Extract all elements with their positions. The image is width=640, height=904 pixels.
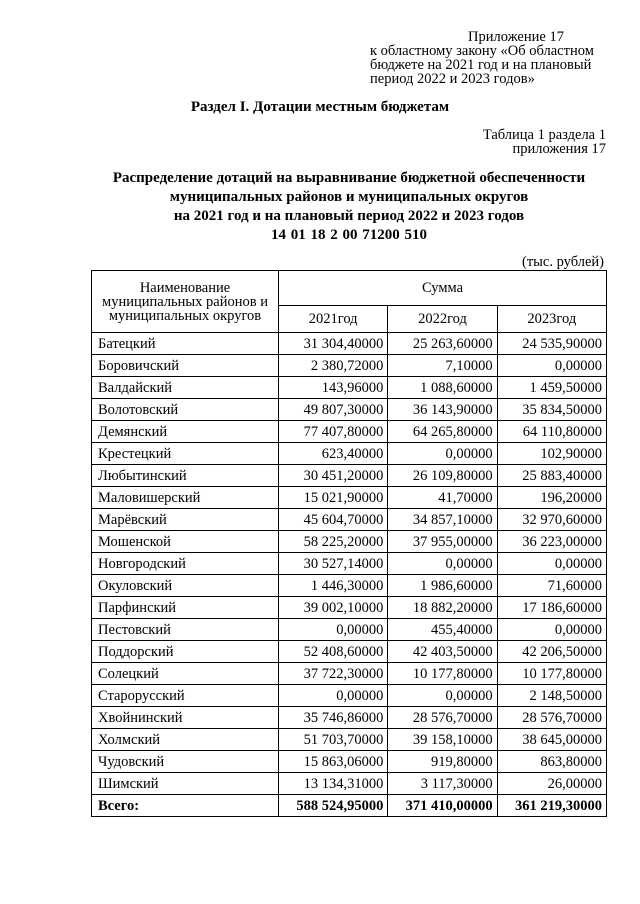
district-name-cell: Старорусский bbox=[92, 685, 279, 707]
table-row bbox=[92, 377, 607, 399]
table-total-row bbox=[92, 795, 607, 817]
column-header-sum: Сумма bbox=[279, 271, 607, 306]
amount-2022-cell: 25 263,60000 bbox=[388, 333, 497, 355]
amount-2021-cell: 13 134,31000 bbox=[279, 773, 388, 795]
table-row bbox=[92, 333, 607, 355]
amount-2023-cell: 1 459,50000 bbox=[497, 377, 606, 399]
amount-2023-cell: 0,00000 bbox=[497, 553, 606, 575]
amount-2022-cell: 1 986,60000 bbox=[388, 575, 497, 597]
amount-2023-cell: 36 223,00000 bbox=[497, 531, 606, 553]
table-row bbox=[92, 531, 607, 553]
table-reference-line-2: приложения 17 bbox=[512, 141, 606, 157]
district-name-cell: Солецкий bbox=[92, 663, 279, 685]
district-name-cell: Парфинский bbox=[92, 597, 279, 619]
table-row bbox=[92, 553, 607, 575]
amount-2023-cell: 26,00000 bbox=[497, 773, 606, 795]
district-name-cell: Батецкий bbox=[92, 333, 279, 355]
table-row bbox=[92, 597, 607, 619]
title-line-3: на 2021 год и на плановый период 2022 и 2023 годов bbox=[173, 208, 525, 224]
unit-label: (тыс. рублей) bbox=[522, 254, 604, 270]
amount-2023-cell: 863,80000 bbox=[497, 751, 606, 773]
amount-2021-cell: 623,40000 bbox=[279, 443, 388, 465]
title-line-2: муниципальных районов и муниципальных округов bbox=[169, 189, 529, 205]
amount-2022-cell: 0,00000 bbox=[388, 553, 497, 575]
district-name-cell: Любытинский bbox=[92, 465, 279, 487]
district-name-cell: Боровичский bbox=[92, 355, 279, 377]
amount-2021-cell: 49 807,30000 bbox=[279, 399, 388, 421]
amount-2022-cell: 919,80000 bbox=[388, 751, 497, 773]
appendix-line-2: к областному закону «Об областном bbox=[370, 43, 594, 59]
table-row bbox=[92, 773, 607, 795]
appendix-line-4: период 2022 и 2023 годов» bbox=[370, 71, 535, 87]
district-name-cell: Маловишерский bbox=[92, 487, 279, 509]
amount-2023-cell: 28 576,70000 bbox=[497, 707, 606, 729]
table-row bbox=[92, 509, 607, 531]
column-header-2022: 2022год bbox=[388, 306, 497, 333]
title-line-1: Распределение дотаций на выравнивание бюджетной обеспеченности bbox=[112, 170, 586, 186]
amount-2022-cell: 39 158,10000 bbox=[388, 729, 497, 751]
subsidies-table bbox=[91, 270, 607, 817]
district-name-cell: Шимский bbox=[92, 773, 279, 795]
amount-2023-cell: 361 219,30000 bbox=[497, 795, 606, 817]
amount-2022-cell: 7,10000 bbox=[388, 355, 497, 377]
district-name-cell: Холмский bbox=[92, 729, 279, 751]
table-row bbox=[92, 355, 607, 377]
amount-2023-cell: 0,00000 bbox=[497, 619, 606, 641]
amount-2023-cell: 71,60000 bbox=[497, 575, 606, 597]
amount-2021-cell: 15 863,06000 bbox=[279, 751, 388, 773]
amount-2022-cell: 0,00000 bbox=[388, 443, 497, 465]
column-header-2021: 2021год bbox=[279, 306, 388, 333]
amount-2023-cell: 0,00000 bbox=[497, 355, 606, 377]
district-name-cell: Валдайский bbox=[92, 377, 279, 399]
amount-2021-cell: 0,00000 bbox=[279, 685, 388, 707]
column-header-name: Наименование муниципальных районов и муниципальных округов bbox=[92, 271, 279, 333]
amount-2023-cell: 35 834,50000 bbox=[497, 399, 606, 421]
table-row bbox=[92, 575, 607, 597]
amount-2022-cell: 28 576,70000 bbox=[388, 707, 497, 729]
appendix-line-3: бюджете на 2021 год и на плановый bbox=[370, 57, 592, 73]
table-body bbox=[92, 333, 607, 817]
amount-2021-cell: 30 451,20000 bbox=[279, 465, 388, 487]
document-title bbox=[0, 169, 640, 226]
table-row bbox=[92, 421, 607, 443]
amount-2022-cell: 3 117,30000 bbox=[388, 773, 497, 795]
district-name-cell: Поддорский bbox=[92, 641, 279, 663]
amount-2021-cell: 39 002,10000 bbox=[279, 597, 388, 619]
amount-2021-cell: 35 746,86000 bbox=[279, 707, 388, 729]
amount-2022-cell: 371 410,00000 bbox=[388, 795, 497, 817]
district-name-cell: Новгородский bbox=[92, 553, 279, 575]
amount-2023-cell: 38 645,00000 bbox=[497, 729, 606, 751]
district-name-cell: Волотовский bbox=[92, 399, 279, 421]
amount-2023-cell: 17 186,60000 bbox=[497, 597, 606, 619]
amount-2023-cell: 10 177,80000 bbox=[497, 663, 606, 685]
district-name-cell: Марёвский bbox=[92, 509, 279, 531]
amount-2023-cell: 25 883,40000 bbox=[497, 465, 606, 487]
amount-2021-cell: 588 524,95000 bbox=[279, 795, 388, 817]
district-name-cell: Мошенской bbox=[92, 531, 279, 553]
table-row bbox=[92, 729, 607, 751]
table-row bbox=[92, 465, 607, 487]
amount-2022-cell: 37 955,00000 bbox=[388, 531, 497, 553]
amount-2021-cell: 1 446,30000 bbox=[279, 575, 388, 597]
amount-2021-cell: 58 225,20000 bbox=[279, 531, 388, 553]
table-reference bbox=[483, 128, 606, 156]
amount-2022-cell: 26 109,80000 bbox=[388, 465, 497, 487]
table-row bbox=[92, 443, 607, 465]
amount-2022-cell: 1 088,60000 bbox=[388, 377, 497, 399]
amount-2023-cell: 24 535,90000 bbox=[497, 333, 606, 355]
amount-2021-cell: 77 407,80000 bbox=[279, 421, 388, 443]
district-name-cell: Чудовский bbox=[92, 751, 279, 773]
amount-2022-cell: 34 857,10000 bbox=[388, 509, 497, 531]
amount-2021-cell: 0,00000 bbox=[279, 619, 388, 641]
table-row bbox=[92, 751, 607, 773]
amount-2023-cell: 196,20000 bbox=[497, 487, 606, 509]
amount-2021-cell: 30 527,14000 bbox=[279, 553, 388, 575]
amount-2021-cell: 37 722,30000 bbox=[279, 663, 388, 685]
district-name-cell: Крестецкий bbox=[92, 443, 279, 465]
district-name-cell: Пестовский bbox=[92, 619, 279, 641]
table-row bbox=[92, 663, 607, 685]
amount-2022-cell: 455,40000 bbox=[388, 619, 497, 641]
amount-2022-cell: 0,00000 bbox=[388, 685, 497, 707]
amount-2021-cell: 31 304,40000 bbox=[279, 333, 388, 355]
appendix-header bbox=[370, 30, 610, 86]
column-header-2023: 2023год bbox=[497, 306, 606, 333]
section-title: Раздел I. Дотации местным бюджетам bbox=[190, 99, 450, 115]
table-row bbox=[92, 685, 607, 707]
district-name-cell: Хвойнинский bbox=[92, 707, 279, 729]
table-header-row bbox=[92, 271, 607, 306]
table-row bbox=[92, 399, 607, 421]
budget-classification-code: 14 01 18 2 00 71200 510 bbox=[271, 227, 427, 243]
district-name-cell: Окуловский bbox=[92, 575, 279, 597]
amount-2021-cell: 45 604,70000 bbox=[279, 509, 388, 531]
district-name-cell: Демянский bbox=[92, 421, 279, 443]
amount-2023-cell: 32 970,60000 bbox=[497, 509, 606, 531]
amount-2021-cell: 2 380,72000 bbox=[279, 355, 388, 377]
table-row bbox=[92, 487, 607, 509]
amount-2023-cell: 2 148,50000 bbox=[497, 685, 606, 707]
district-name-cell: Всего: bbox=[92, 795, 279, 817]
amount-2021-cell: 143,96000 bbox=[279, 377, 388, 399]
amount-2022-cell: 18 882,20000 bbox=[388, 597, 497, 619]
amount-2021-cell: 15 021,90000 bbox=[279, 487, 388, 509]
amount-2022-cell: 64 265,80000 bbox=[388, 421, 497, 443]
table-row bbox=[92, 707, 607, 729]
amount-2023-cell: 42 206,50000 bbox=[497, 641, 606, 663]
amount-2022-cell: 10 177,80000 bbox=[388, 663, 497, 685]
amount-2022-cell: 36 143,90000 bbox=[388, 399, 497, 421]
amount-2021-cell: 52 408,60000 bbox=[279, 641, 388, 663]
amount-2021-cell: 51 703,70000 bbox=[279, 729, 388, 751]
amount-2022-cell: 42 403,50000 bbox=[388, 641, 497, 663]
table-reference-line-1: Таблица 1 раздела 1 bbox=[482, 127, 606, 143]
appendix-line-1: Приложение 17 bbox=[468, 29, 564, 45]
amount-2023-cell: 102,90000 bbox=[497, 443, 606, 465]
amount-2022-cell: 41,70000 bbox=[388, 487, 497, 509]
table-row bbox=[92, 641, 607, 663]
table-row bbox=[92, 619, 607, 641]
amount-2023-cell: 64 110,80000 bbox=[497, 421, 606, 443]
